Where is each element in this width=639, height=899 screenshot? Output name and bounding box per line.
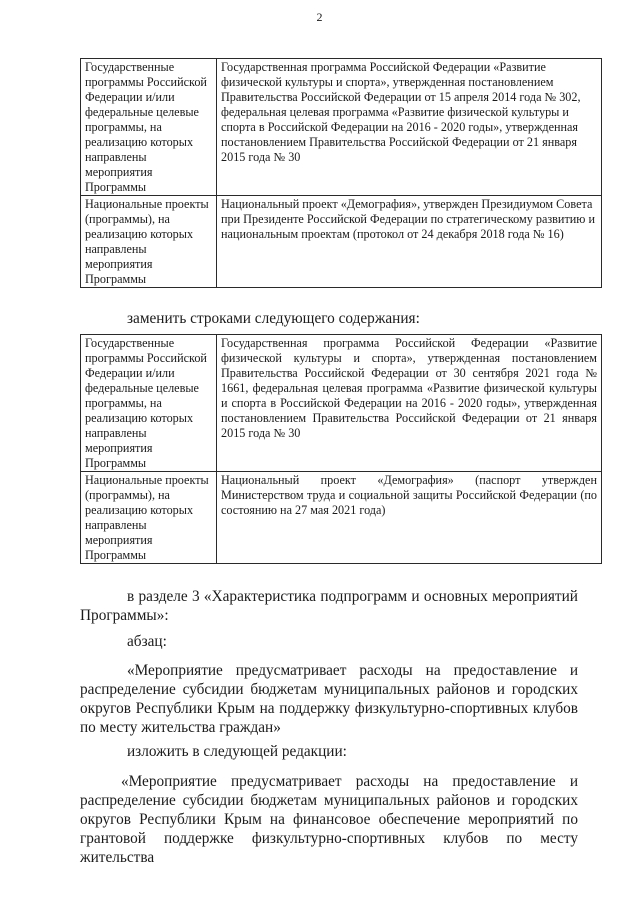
row-content: Национальный проект «Демография», утвержден Президиумом Совета при Президенте Российской Федерации по стратегическому развитию и национальным проектам (протокол от 24 декабря 2018 года № 16) xyxy=(217,196,602,288)
section-intro: в разделе 3 «Характеристика подпрограмм и основных мероприятий Программы»: xyxy=(80,588,578,624)
page-number: 2 xyxy=(316,10,323,24)
new-paragraph: «Мероприятие предусматривает расходы на предоставление и распределение субсидии бюджетам муниципальных районов и городских округов Республики Крым на финансовое обеспечение мероприятий по грантовой поддержке физкультурно-спортивных клубов по месту жительства xyxy=(80,773,578,866)
row-label: Национальные проекты (программы), на реализацию которых направлены мероприятия Программы xyxy=(81,472,217,564)
row-content: Национальный проект «Демография» (паспорт утвержден Министерством труда и социальной защиты Российской Федерации (по состоянию на 27 мая 2021 года) xyxy=(217,472,602,564)
row-label: Национальные проекты (программы), на реализацию которых направлены мероприятия Программы xyxy=(81,196,217,288)
table-row xyxy=(81,59,602,196)
replace-instruction: заменить строками следующего содержания: xyxy=(127,310,420,327)
row-content: Государственная программа Российской Федерации «Развитие физической культуры и спорта», утвержденная постановлением Правительства Российской Федерации от 30 сентября 2021 года № 1661, федеральная целевая программа «Развитие физической культуры и спорта в Российской Федерации на 2016 - 2020 годы», утвержденная постановлением Правительства Российской Федерации от 21 января 2015 года № 30 xyxy=(217,335,602,472)
row-label: Государственные программы Российской Федерации и/или федеральные целевые программы, на реализацию которых направлены мероприятия Программы xyxy=(81,335,217,472)
table-row xyxy=(81,196,602,288)
paragraph-label: абзац: xyxy=(127,633,167,650)
table-row xyxy=(81,335,602,472)
replacement-table xyxy=(80,334,602,564)
original-table xyxy=(80,58,602,288)
table-row xyxy=(81,472,602,564)
row-label: Государственные программы Российской Федерации и/или федеральные целевые программы, на реализацию которых направлены мероприятия Программы xyxy=(81,59,217,196)
new-edition-instruction: изложить в следующей редакции: xyxy=(127,743,347,760)
old-paragraph: «Мероприятие предусматривает расходы на предоставление и распределение субсидии бюджетам муниципальных районов и городских округов Республики Крым на поддержку физкультурно-спортивных клубов по месту жительства граждан» xyxy=(80,662,578,736)
row-content: Государственная программа Российской Федерации «Развитие физической культуры и спорта», утвержденная постановлением Правительства Российской Федерации от 15 апреля 2014 года № 302, федеральная целевая программа «Развитие физической культуры и спорта в Российской Федерации на 2016 - 2020 годы», утвержденная постановлением Правительства Российской Федерации от 21 января 2015 года № 30 xyxy=(217,59,602,196)
